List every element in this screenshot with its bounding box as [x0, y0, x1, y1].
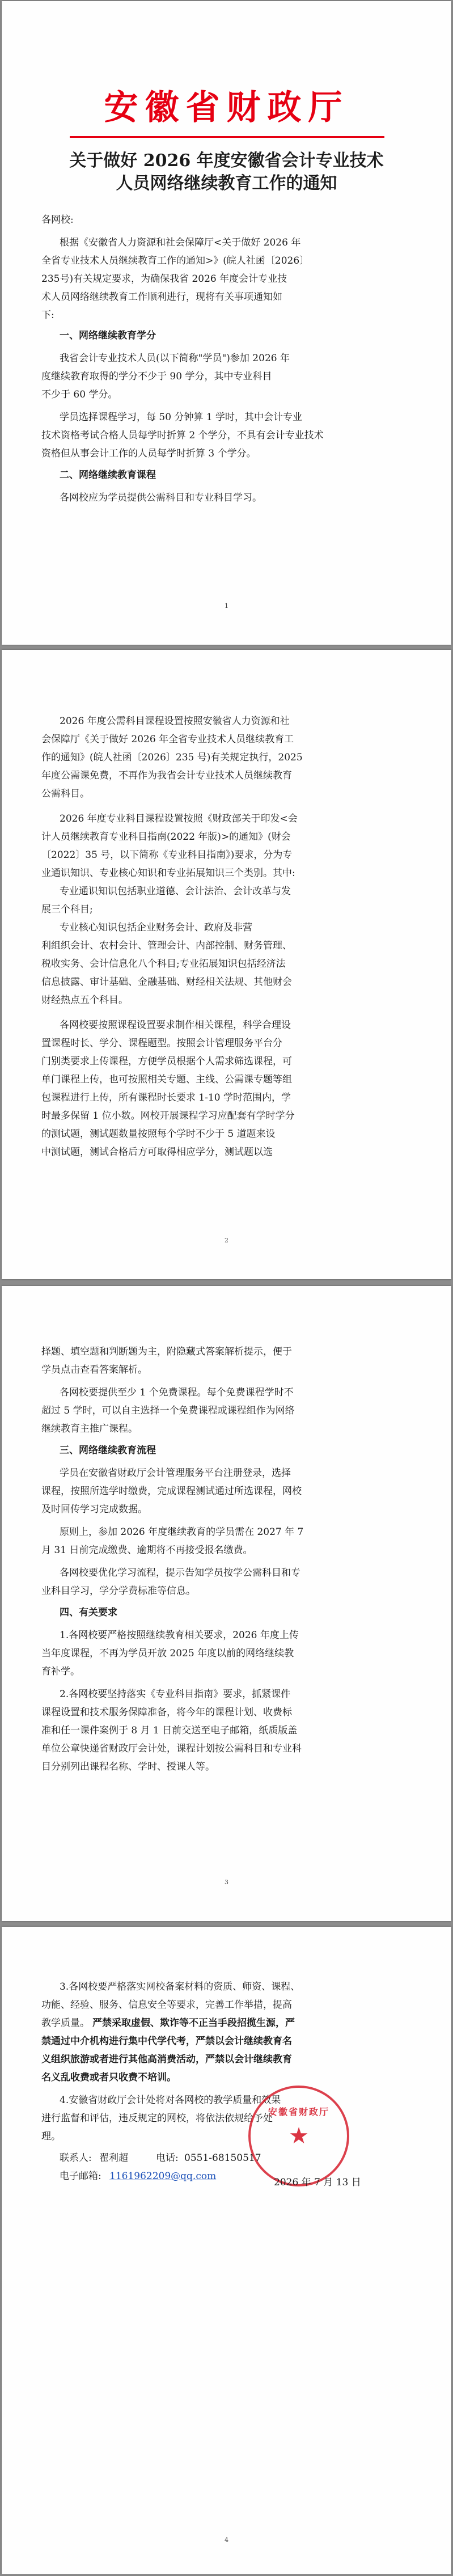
- official-seal: [248, 2086, 349, 2186]
- text-line: 时最多保留 1 位小数。网校开展课程学习应配套有学时学分: [41, 1110, 295, 1122]
- text-line: 各网校要提供至少 1 个免费课程。每个免费课程学时不: [60, 1387, 294, 1398]
- text-line: 资格但从事会计工作的人员每学时折算 3 个学分。: [41, 448, 256, 459]
- document-page-4: [2, 1927, 451, 2574]
- issuer-header: 安徽省财政厅: [104, 88, 349, 128]
- text-line: 2026 年度公需科目课程设置按照安徽省人力资源和社: [60, 716, 290, 727]
- text-line: 3.各网校要严格落实网校备案材料的资质、师资、课程、: [60, 1981, 300, 1993]
- text-line: 各网校要按照课程设置要求制作相关课程，科学合理设: [60, 1020, 291, 1031]
- notice-title: [2, 150, 451, 195]
- text-line: 会保障厅《关于做好 2026 年全省专业技术人员继续教育工: [41, 734, 294, 745]
- text-line: 及时回传学习完成数据。: [41, 1504, 147, 1515]
- text-line: 度继续教育取得的学分不少于 90 学分，其中专业科目: [41, 371, 272, 382]
- text-line: 根据《安徽省人力资源和社会保障厅<关于做好 2026 年: [60, 237, 301, 248]
- text-line: 单门课程上传，也可按照相关专题、主线、公需课专题等组: [41, 1074, 292, 1085]
- contact-name: 翟利超: [99, 2152, 128, 2164]
- text-line: 财经热点五个科目。: [41, 995, 128, 1006]
- title-line: 关于做好 2026 年度安徽省会计专业技术: [69, 151, 384, 171]
- text-line-bold: 义组织旅游或者进行其他高消费活动，严禁以会计继续教育: [41, 2054, 292, 2065]
- email-label: 电子邮箱:: [60, 2171, 101, 2182]
- seal-star-icon: ★: [289, 2123, 309, 2149]
- contact-label: 联系人:: [60, 2152, 92, 2164]
- text-line: 理。: [41, 2131, 61, 2142]
- text-line: 中测试题，测试合格后方可取得相应学分，测试题以选: [41, 1147, 273, 1158]
- text-line: 单位公章快递省财政厅会计处，课程计划按公需科目和专业科: [41, 1743, 302, 1754]
- text-line: 〔2022〕35 号，以下简称《专业科目指南》)要求，分为专: [41, 849, 293, 861]
- text-line: 235号)有关规定要求，为确保我省 2026 年度会计专业技: [41, 273, 287, 285]
- section-heading-3: 三、网络继续教育流程: [60, 1445, 156, 1456]
- document-page-2: [2, 650, 451, 1279]
- salutation: 各网校:: [41, 214, 74, 226]
- text-line: 公需科目。: [41, 788, 90, 800]
- text-line-bold: 禁通过中介机构进行集中代学代考，严禁以会计继续教育名: [41, 2036, 292, 2047]
- text-line: 技术资格考试合格人员每学时折算 2 个学分，不具有会计专业技术: [41, 430, 324, 441]
- text-line: 目分别列出课程名称、学时、授课人等。: [41, 1761, 215, 1773]
- text-line: 课程，按照所选学时缴费，完成课程测试通过所选课程，网校: [41, 1486, 302, 1497]
- text-line: 4.安徽省财政厅会计处将对各网校的教学质量和效果: [60, 2095, 281, 2106]
- text-line: 全省专业技术人员继续教育工作的通知>》(皖人社函〔2026〕: [41, 255, 310, 267]
- text-line: 包课程进行上传，所有课程时长要求 1-10 学时范围内，学: [41, 1092, 291, 1103]
- text-line: 2.各网校要坚持落实《专业科目指南》要求，抓紧课件: [60, 1689, 291, 1700]
- text-line: 计人员继续教育专业科目指南(2022 年版)>的通知》(财会: [41, 831, 291, 843]
- text-line: 各网校要优化学习流程，提示告知学员按学公需科目和专: [60, 1567, 300, 1579]
- email-link[interactable]: 1161962209@qq.com: [109, 2171, 217, 2182]
- text-line: 课程设置和技术服务保障准备，将今年的课程计划、收费标: [41, 1707, 292, 1718]
- text-line: 进行监督和评估，违反规定的网校，将依法依规给予处: [41, 2113, 273, 2124]
- text-line-bold: 严禁采取虚假、欺诈等不正当手段招揽生源，严: [92, 2017, 295, 2029]
- issue-date: 2026 年 7 月 13 日: [274, 2177, 361, 2188]
- header-divider: [70, 136, 384, 138]
- section-heading-4: 四、有关要求: [60, 1607, 117, 1618]
- text-line: 专业通识知识包括职业道德、会计法治、会计改革与发: [60, 886, 291, 897]
- text-line: 当年度课程，不再为学员开放 2025 年度以前的网络继续教: [41, 1648, 294, 1659]
- title-line: 人员网络继续教育工作的通知: [116, 174, 337, 193]
- text-line: 继续教育主推广课程。: [41, 1423, 138, 1435]
- text-line: 税收实务、会计信息化八个科目;专业拓展知识包括经济法: [41, 958, 286, 970]
- text-line: 教学质量。: [41, 2017, 90, 2029]
- text-line: 学员在安徽省财政厅会计管理服务平台注册登录，选择: [60, 1467, 291, 1479]
- text-line: 业通识知识、专业核心知识和专业拓展知识三个类别。其中:: [41, 868, 295, 879]
- text-line: 展三个科目;: [41, 904, 93, 915]
- text-line: 信息披露、审计基础、金融基础、财经相关法规、其他财会: [41, 976, 292, 988]
- text-line: 学员选择课程学习，每 50 分钟算 1 学时，其中会计专业: [60, 412, 303, 423]
- text-line: 的测试题，测试题数量按照每个学时不少于 5 道题来设: [41, 1128, 276, 1140]
- document-page-1: [2, 1, 451, 645]
- text-line: 择题、填空题和判断题为主，附隐藏式答案解析提示，便于: [41, 1346, 292, 1357]
- text-line: 专业核心知识包括企业财务会计、政府及非营: [60, 922, 252, 933]
- document-page-3: [2, 1286, 451, 1921]
- text-line: 我省会计专业技术人员(以下简称"学员")参加 2026 年: [60, 353, 290, 364]
- text-line: 下:: [41, 310, 54, 321]
- text-line: 学员点击查看答案解析。: [41, 1364, 147, 1376]
- seal-text: 安徽省财政厅: [268, 2107, 329, 2117]
- section-heading-1: 一、网络继续教育学分: [60, 330, 156, 341]
- text-line: 育补学。: [41, 1666, 80, 1677]
- text-line: 业科目学习，学分学费标准等信息。: [41, 1585, 196, 1597]
- text-line: 利组织会计、农村会计、管理会计、内部控制、财务管理、: [41, 940, 292, 951]
- text-line: 年度公需课免费，不再作为我省会计专业技术人员继续教育: [41, 770, 292, 781]
- text-line: 1.各网校要严格按照继续教育相关要求，2026 年度上传: [60, 1630, 299, 1641]
- text-line: 置课程时长、学分、课程题型。按照会计管理服务平台分: [41, 1038, 282, 1049]
- phone-label: 电话:: [156, 2152, 179, 2164]
- page-number: 4: [225, 2536, 228, 2544]
- text-line: 功能、经验、服务、信息安全等要求，完善工作举措，提高: [41, 1999, 292, 2011]
- phone-number: 0551-68150517: [184, 2152, 261, 2164]
- text-line: 门别类要求上传课程，方便学员根据个人需求筛选课程，可: [41, 1056, 292, 1067]
- text-line-bold: 名义乱收费或者只收费不培训。: [41, 2072, 176, 2083]
- page-number: 3: [225, 1879, 228, 1886]
- text-line: 术人员网络继续教育工作顺利进行，现将有关事项通知如: [41, 291, 282, 303]
- section-heading-2: 二、网络继续教育课程: [60, 469, 156, 481]
- text-line: 不少于 60 学分。: [41, 389, 118, 400]
- text-line: 各网校应为学员提供公需科目和专业科目学习。: [60, 492, 262, 504]
- text-line: 准和任一课件案例于 8 月 1 日前交送至电子邮箱，纸质版盖: [41, 1725, 298, 1736]
- text-line: 2026 年度专业科目课程设置按照《财政部关于印发<会: [60, 813, 298, 824]
- text-line: 月 31 日前完成缴费、逾期将不再接受报名缴费。: [41, 1545, 253, 1556]
- page-number: 2: [225, 1237, 228, 1244]
- text-line: 原则上，参加 2026 年度继续教育的学员需在 2027 年 7: [60, 1526, 304, 1538]
- text-line: 作的通知》(皖人社函〔2026〕235 号)有关规定执行，2025: [41, 752, 303, 763]
- text-line: 超过 5 学时，可以自主选择一个免费课程或课程组作为网络: [41, 1405, 295, 1416]
- page-number: 1: [225, 602, 228, 610]
